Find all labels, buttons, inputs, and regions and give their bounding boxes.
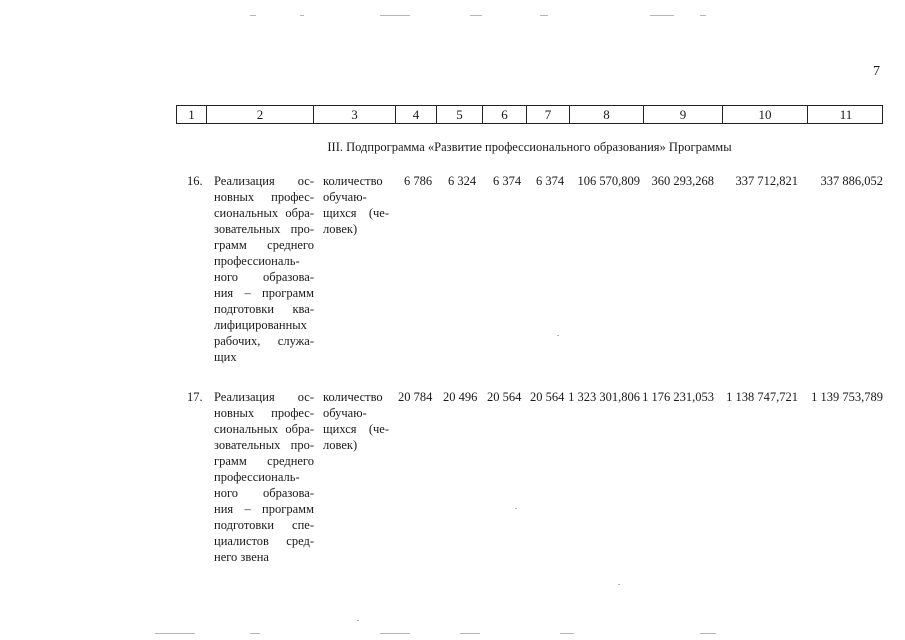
column-number-header	[176, 105, 883, 124]
description-line: грамм среднего	[214, 238, 314, 252]
value-col-9: 1 176 231,053	[642, 390, 714, 404]
description-line: новных профес-	[214, 406, 314, 420]
value-col-5: 6 324	[448, 174, 477, 188]
description-line: грамм среднего	[214, 454, 314, 468]
description-line: него звена	[214, 550, 269, 564]
indicator-line: обучаю-	[323, 406, 367, 420]
value-col-9: 360 293,268	[651, 174, 714, 188]
value-col-10: 1 138 747,721	[726, 390, 798, 404]
value-col-4: 6 786	[404, 174, 433, 188]
column-header-6: 6	[482, 106, 526, 123]
column-header-11: 11	[807, 106, 884, 123]
column-header-5: 5	[436, 106, 482, 123]
column-header-2: 2	[206, 106, 313, 123]
description-line: профессиональ-	[214, 254, 300, 268]
value-col-7: 20 564	[530, 390, 565, 404]
description-line: подготовки спе-	[214, 518, 314, 532]
indicator-line: количество	[323, 390, 383, 404]
indicator-line: ловек)	[323, 222, 358, 236]
description-line: подготовки ква-	[214, 302, 314, 316]
column-header-10: 10	[722, 106, 807, 123]
value-col-6: 20 564	[487, 390, 522, 404]
value-col-11: 337 886,052	[820, 174, 883, 188]
row-number: 16.	[187, 174, 203, 188]
row-description	[214, 173, 314, 365]
value-col-11: 1 139 753,789	[811, 390, 883, 404]
page-number: 7	[873, 64, 880, 79]
description-line: зовательных про-	[214, 438, 314, 452]
description-line: новных профес-	[214, 190, 314, 204]
description-line: зовательных про-	[214, 222, 314, 236]
indicator-line: обучаю-	[323, 190, 367, 204]
column-header-7: 7	[526, 106, 569, 123]
column-header-1: 1	[188, 107, 195, 122]
row-indicator	[323, 389, 389, 453]
description-line: Реализация ос-	[214, 174, 314, 188]
indicator-line: щихся (че-	[323, 206, 389, 220]
indicator-line: ловек)	[323, 438, 358, 452]
description-line: сиональных обра-	[214, 422, 314, 436]
description-line: циалистов сред-	[214, 534, 314, 548]
value-col-4: 20 784	[398, 390, 433, 404]
description-line: ния – программ	[214, 502, 314, 516]
column-header-3: 3	[313, 106, 395, 123]
row-indicator	[323, 173, 389, 237]
value-col-6: 6 374	[493, 174, 522, 188]
value-col-5: 20 496	[443, 390, 478, 404]
description-line: Реализация ос-	[214, 390, 314, 404]
description-line: профессиональ-	[214, 470, 300, 484]
description-line: ного образова-	[214, 486, 314, 500]
description-line: лифицированных	[214, 318, 307, 332]
row-number: 17.	[187, 390, 203, 404]
column-header-8: 8	[569, 106, 643, 123]
indicator-line: количество	[323, 174, 383, 188]
section-title: III. Подпрограмма «Развитие профессионального образования» Программы	[327, 140, 732, 154]
description-line: щих	[214, 350, 237, 364]
column-header-4: 4	[395, 106, 436, 123]
value-col-8: 1 323 301,806	[568, 390, 640, 404]
value-col-8: 106 570,809	[577, 174, 640, 188]
description-line: ного образова-	[214, 270, 314, 284]
column-header-9: 9	[643, 106, 722, 123]
value-col-10: 337 712,821	[735, 174, 798, 188]
description-line: рабочих, служа-	[214, 334, 314, 348]
description-line: сиональных обра-	[214, 206, 314, 220]
indicator-line: щихся (че-	[323, 422, 389, 436]
description-line: ния – программ	[214, 286, 314, 300]
value-col-7: 6 374	[536, 174, 565, 188]
row-description	[214, 389, 314, 565]
